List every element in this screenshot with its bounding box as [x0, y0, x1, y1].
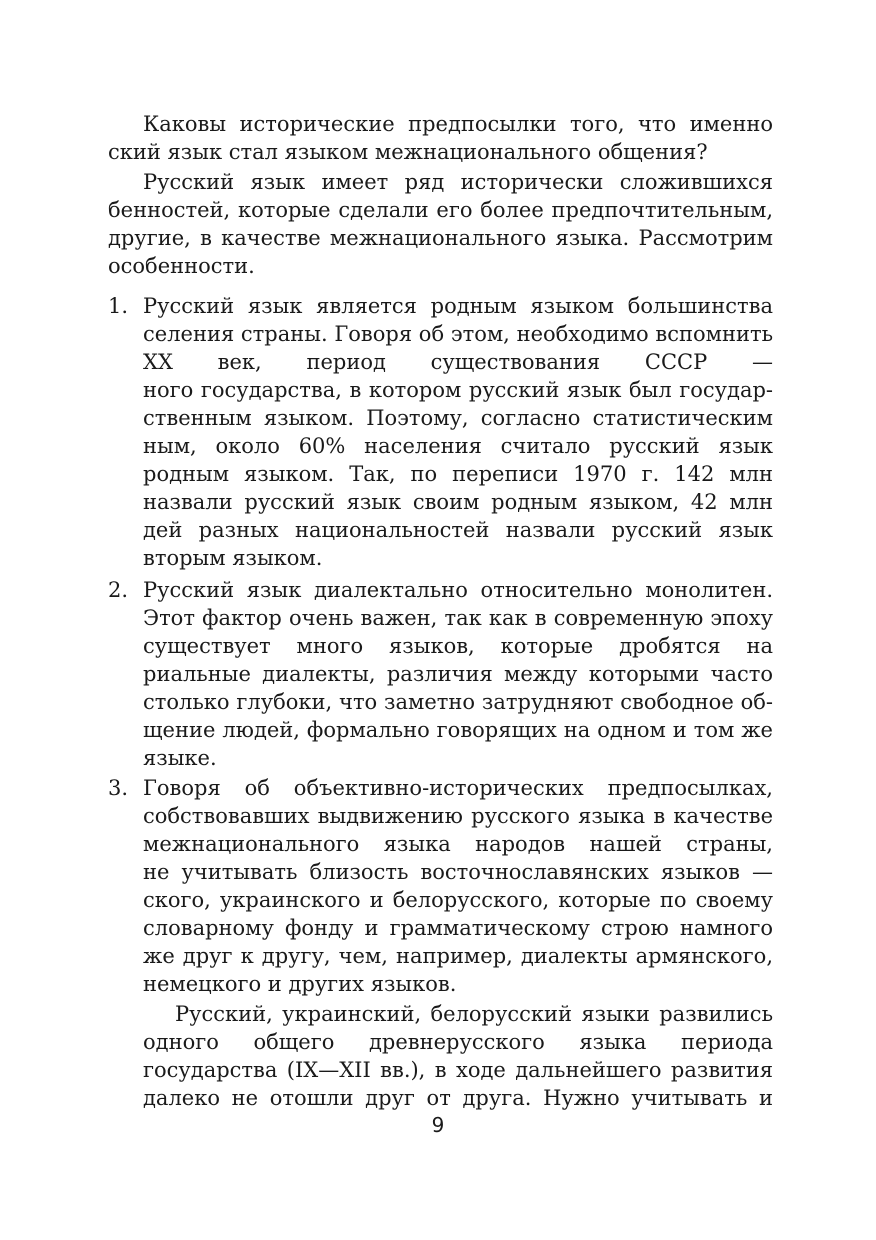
continuation-line: государства (IX—XII вв.), в ходе дальнейшего развития — [143, 1058, 773, 1082]
list-item-line: ского, украинского и белорусского, которые по своему — [143, 888, 773, 912]
list-item-line: существует много языков, которые дробятся на — [143, 634, 773, 658]
list-item-line: же друг к другу, чем, например, диалекты армянского, — [143, 944, 773, 968]
list-item-line: Этот фактор очень важен, так как в современную эпоху — [143, 606, 773, 630]
list-item-line: щение людей, формально говорящих на одном и том же — [143, 718, 773, 742]
continuation-line: одного общего древнерусского языка периода — [143, 1030, 773, 1054]
list-item-line: вторым языком. — [143, 546, 323, 570]
list-item-line: межнационального языка народов нашей страны, — [143, 832, 773, 856]
list-item-line: Русский язык диалектально относительно монолитен. — [143, 578, 773, 602]
question-line: Каковы исторические предпосылки того, что именно — [143, 112, 773, 136]
list-item-line: языке. — [143, 746, 217, 770]
list-item-line: собствовавших выдвижению русского языка в качестве — [143, 804, 773, 828]
list-item-line: родным языком. Так, по переписи 1970 г. 142 млн — [143, 462, 773, 486]
list-item-line: селения страны. Говоря об этом, необходимо вспомнить — [143, 322, 773, 346]
page-number: 9 — [431, 1113, 445, 1137]
list-item-line: столько глубоки, что заметно затрудняют свободное об- — [143, 690, 773, 714]
list-item-number: 2. — [108, 578, 129, 602]
list-item-line: риальные диалекты, различия между которыми часто — [143, 662, 773, 686]
list-item-line: ственным языком. Поэтому, согласно статистическим — [143, 406, 773, 430]
continuation-line: далеко не отошли друг от друга. Нужно учитывать и — [143, 1086, 773, 1110]
list-item-line: назвали русский язык своим родным языком, 42 млн — [143, 490, 773, 514]
list-item-line: дей разных национальностей назвали русский язык — [143, 518, 773, 542]
list-item-line: немецкого и других языков. — [143, 972, 457, 996]
list-item-line: ного государства, в котором русский язык был государ- — [143, 378, 773, 402]
continuation-line: Русский, украинский, белорусский языки развились — [175, 1002, 773, 1026]
intro-line: Русский язык имеет ряд исторически сложившихся — [143, 170, 773, 194]
list-item-line: XX век, период существования СССР — — [143, 350, 773, 374]
list-item-line: Говоря об объективно-исторических предпосылках, — [143, 776, 773, 800]
list-item-line: Русский язык является родным языком большинства — [143, 294, 773, 318]
intro-line: особенности. — [108, 254, 255, 278]
list-item-line: ным, около 60% населения считало русский язык — [143, 434, 773, 458]
intro-line: бенностей, которые сделали его более предпочтительным, — [108, 198, 773, 222]
list-item-number: 3. — [108, 776, 129, 800]
intro-line: другие, в качестве межнационального языка. Рассмотрим — [108, 226, 773, 250]
list-item-line: словарному фонду и грамматическому строю намного — [143, 916, 773, 940]
question-line: ский язык стал языком межнационального общения? — [108, 140, 708, 164]
list-item-line: не учитывать близость восточнославянских языков — — [143, 860, 773, 884]
list-item-number: 1. — [108, 294, 129, 318]
